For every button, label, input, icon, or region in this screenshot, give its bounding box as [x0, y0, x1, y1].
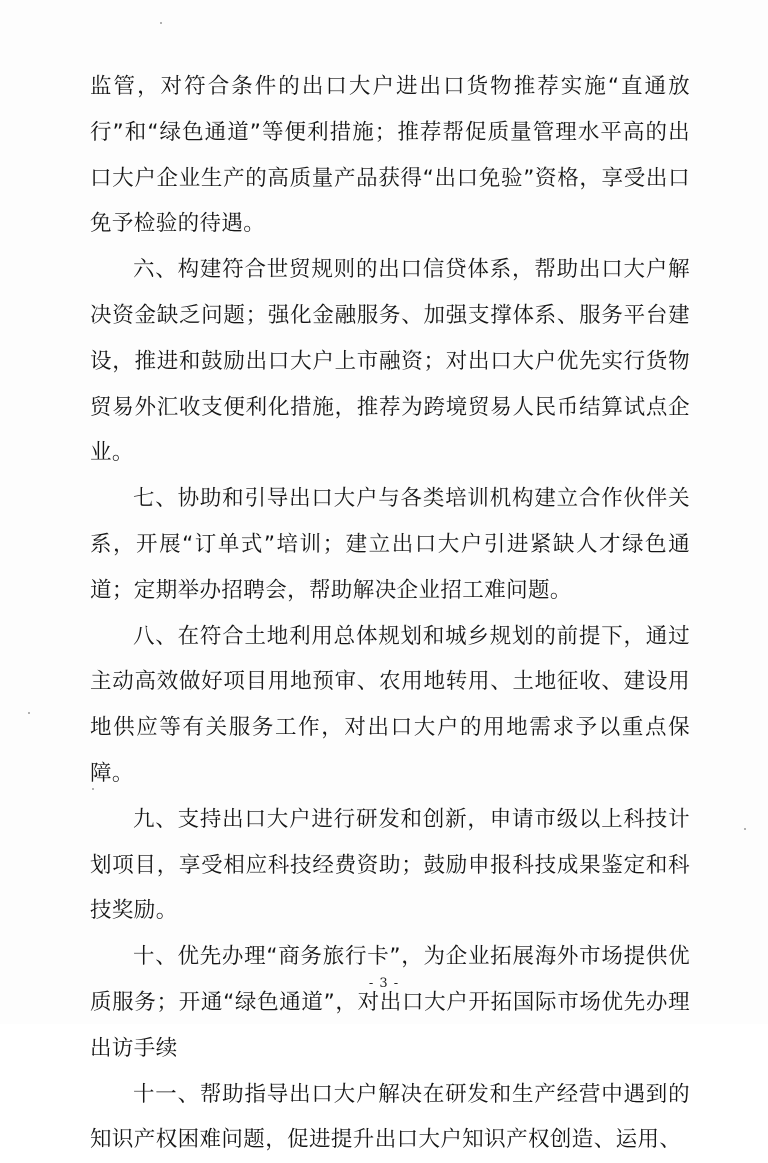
paragraph-item-9-research: 九、支持出口大户进行研发和创新，申请市级以上科技计划项目，享受相应科技经费资助；鼓励申报科技成果鉴定和科技奖励。 — [90, 806, 690, 924]
paragraph-item-7-training: 七、协助和引导出口大户与各类培训机构建立合作伙伴关系，开展“订单式”培训；建立出口大户引进紧缺人才绿色通道；定期举办招聘会，帮助解决企业招工难问题。 — [90, 486, 690, 603]
body-text — [90, 64, 690, 1163]
paragraph-continuation-supervision: 监管，对符合条件的出口大户进出口货物推荐实施“直通放行”和“绿色通道”等便利措施；推荐帮促质量管理水平高的出口大户企业生产的高质量产品获得“出口免验”资格，享受出口免予检验的待遇。 — [90, 74, 690, 237]
scan-speck — [160, 22, 162, 24]
paragraph-item-8-land-use: 八、在符合土地利用总体规划和城乡规划的前提下，通过主动高效做好项目用地预审、农用地转用、土地征收、建设用地供应等有关服务工作，对出口大户的用地需求予以重点保障。 — [90, 623, 690, 786]
paragraph-item-11-intellectual-property: 十一、帮助指导出口大户解决在研发和生产经营中遇到的知识产权困难问题，促进提升出口大户知识产权创造、运用、 — [90, 1081, 690, 1153]
page-number: - 3 - — [368, 976, 400, 991]
scan-speck — [92, 788, 94, 790]
scan-speck — [28, 712, 30, 714]
scan-speck — [744, 828, 746, 830]
paragraph-item-10-business-travel: 十、优先办理“商务旅行卡”，为企业拓展海外市场提供优质服务；开通“绿色通道”，对出口大户开拓国际市场优先办理出访手续 — [90, 944, 690, 1061]
paragraph-item-6-export-credit: 六、构建符合世贸规则的出口信贷体系，帮助出口大户解决资金缺乏问题；强化金融服务、加强支撑体系、服务平台建设，推进和鼓励出口大户上市融资；对出口大户优先实行货物贸易外汇收支便利化措施，推荐为跨境贸易人民币结算试点企业。 — [90, 257, 690, 466]
